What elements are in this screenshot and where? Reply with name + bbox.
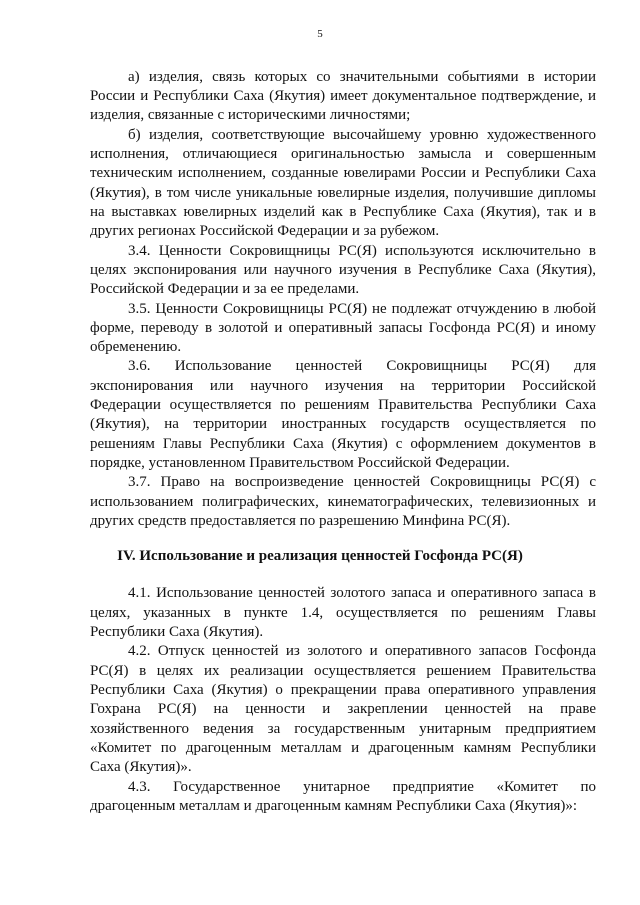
paragraph-line: а) изделия, связь которых со значительными событиями в истории <box>128 69 596 85</box>
paragraph-line: обременению. <box>90 339 182 355</box>
paragraph-line: Федерации осуществляется по решениям Правительства Республики Саха <box>90 397 596 413</box>
paragraph-line: хозяйственного ведения за государственным унитарным предприятием <box>90 721 596 737</box>
paragraph-line: «Комитет по драгоценным металлам и драгоценным камням Республики <box>90 740 596 756</box>
paragraph-line: исполнения, отличающиеся оригинальностью замысла и совершенным <box>90 146 596 162</box>
paragraph-line: Гохрана РС(Я) на ценности и закреплении ценностей на праве <box>90 701 596 717</box>
paragraph-line: целях, указанных в пункте 1.4, осуществляется по решениям Главы <box>90 605 596 621</box>
paragraph-line: других регионах Российской Федерации и за рубежом. <box>90 223 440 239</box>
paragraph-line: Республики Саха (Якутия). <box>90 624 264 640</box>
paragraph-line: решениям Главы Республики Саха (Якутия) с оформлением документов в <box>90 436 596 452</box>
paragraph-line: на выставках ювелирных изделий как в Республике Саха (Якутия), так и в <box>90 204 596 220</box>
paragraph-line: 4.1. Использование ценностей золотого запаса и оперативного запаса в <box>128 585 596 601</box>
paragraph-line: 3.7. Право на воспроизведение ценностей Сокровищницы РС(Я) с <box>128 474 596 490</box>
paragraph-line: Республики Саха (Якутия) о прекращении права оперативного управления <box>90 682 596 698</box>
paragraph-line: форме, переводу в золотой и оперативный запасы Госфонда РС(Я) и иному <box>90 320 596 336</box>
paragraph-line: РС(Я) в целях их реализации осуществляется решением Правительства <box>90 663 596 679</box>
paragraph-line: порядке, установленном Правительством Российской Федерации. <box>90 455 510 471</box>
paragraph-line: целях экспонирования или научного изучения в Республике Саха (Якутия), <box>90 262 596 278</box>
paragraph-line: техническим исполнением, созданные ювелирами России и Республики Саха <box>90 165 596 181</box>
paragraph-line: 3.4. Ценности Сокровищницы РС(Я) используются исключительно в <box>128 243 596 259</box>
paragraph-line: 4.2. Отпуск ценностей из золотого и оперативного запасов Госфонда <box>128 643 596 659</box>
paragraph-line: драгоценным металлам и драгоценным камням Республики Саха (Якутия)»: <box>90 798 578 814</box>
section-heading: IV. Использование и реализация ценностей Госфонда РС(Я) <box>117 548 523 564</box>
page-number: 5 <box>317 28 323 40</box>
paragraph-line: других средств предоставляется по разрешению Минфина РС(Я). <box>90 513 511 529</box>
paragraph-line: (Якутия), в том числе уникальные ювелирные изделия, получившие дипломы <box>90 185 596 201</box>
paragraph-line: изделия, связанные с историческими личностями; <box>90 107 411 123</box>
paragraph-line: 3.5. Ценности Сокровищницы РС(Я) не подлежат отчуждению в любой <box>128 301 596 317</box>
paragraph-line: России и Республики Саха (Якутия) имеет документальное подтверждение, и <box>90 88 596 104</box>
paragraph-line: экспонирования или научного изучения на территории Российской <box>90 378 596 394</box>
paragraph-line: б) изделия, соответствующие высочайшему уровню художественного <box>128 127 596 143</box>
paragraph-line: Российской Федерации и за ее пределами. <box>90 281 360 297</box>
paragraph-line: Саха (Якутия)». <box>90 759 192 775</box>
paragraph-line: 4.3. Государственное унитарное предприятие «Комитет по <box>128 779 596 795</box>
paragraph-line: использованием полиграфических, кинематографических, телевизионных и <box>90 494 596 510</box>
paragraph-line: (Якутия), на территории иностранных государств осуществляется по <box>90 416 596 432</box>
paragraph-line: 3.6. Использование ценностей Сокровищницы РС(Я) для <box>128 358 596 374</box>
